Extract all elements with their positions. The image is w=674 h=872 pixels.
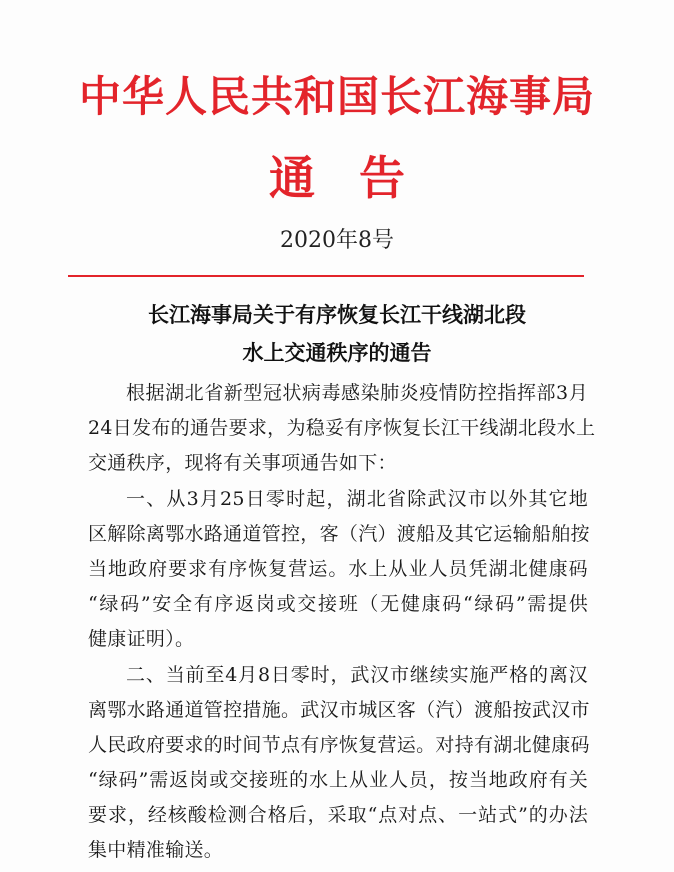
body-line: 当地政府要求有序恢复营运。水上从业人员凭湖北健康码 bbox=[88, 558, 588, 580]
body-line: 区解除离鄂水路通道管控，客（汽）渡船及其它运输船舶按 bbox=[88, 523, 590, 545]
body-line: 二、当前至4月8日零时，武汉市继续实施严格的离汉 bbox=[126, 664, 588, 686]
body-line: “绿码”需返岗或交接班的水上从业人员，按当地政府有关 bbox=[88, 769, 588, 791]
organization-title: 中华人民共和国长江海事局 bbox=[78, 72, 595, 121]
body-line: 要求，经核酸检测合格后，采取“点对点、一站式”的办法 bbox=[88, 804, 588, 826]
red-divider-line bbox=[68, 275, 584, 277]
body-line: 交通秩序，现将有关事项通告如下： bbox=[88, 452, 397, 474]
body-line: 根据湖北省新型冠状病毒感染肺炎疫情防控指挥部3月 bbox=[126, 382, 588, 404]
body-line: 离鄂水路通道管控措施。武汉市城区客（汽）渡船按武汉市 bbox=[88, 699, 590, 721]
body-line: 一、从3月25日零时起，湖北省除武汉市以外其它地 bbox=[126, 488, 588, 510]
document-type-title: 通告 bbox=[269, 151, 449, 205]
body-line: 24日发布的通告要求，为稳妥有序恢复长江干线湖北段水上 bbox=[88, 417, 596, 439]
body-line: 健康证明）。 bbox=[88, 628, 195, 650]
notice-title-line-1: 长江海事局关于有序恢复长江干线湖北段 bbox=[148, 302, 526, 327]
document-number: 2020年8号 bbox=[280, 228, 394, 253]
body-line: 人民政府要求的时间节点有序恢复营运。对持有湖北健康码 bbox=[88, 734, 590, 756]
notice-title-line-2: 水上交通秩序的通告 bbox=[242, 340, 432, 365]
body-line: “绿码”安全有序返岗或交接班（无健康码“绿码”需提供 bbox=[88, 593, 588, 615]
body-line: 集中精准输送。 bbox=[88, 839, 224, 861]
